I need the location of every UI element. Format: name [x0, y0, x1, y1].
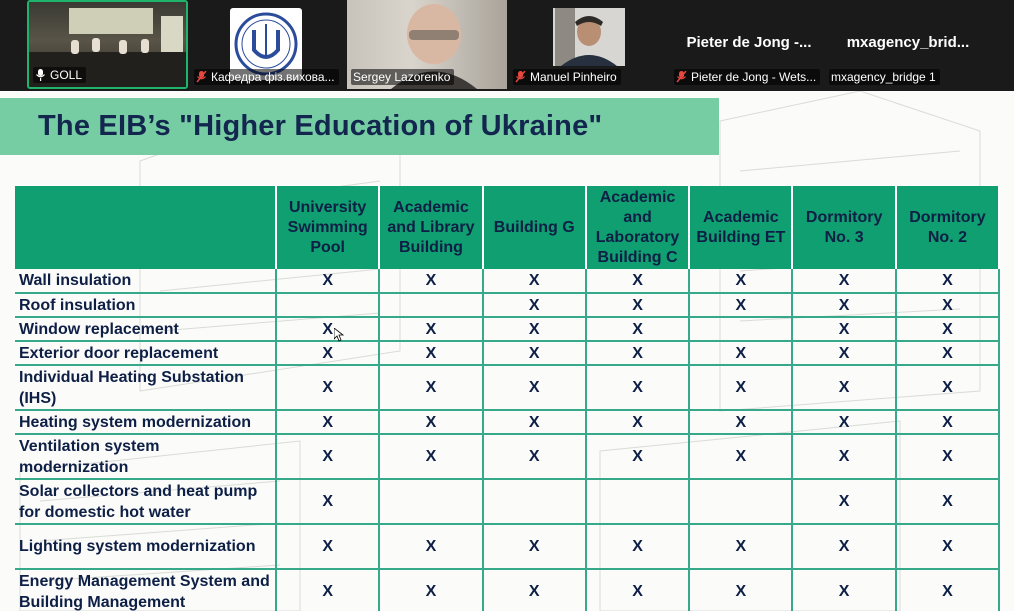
table-cell: X [483, 269, 586, 293]
table-cell [379, 293, 482, 317]
table-cell: X [792, 569, 895, 611]
participant-caption [33, 67, 86, 83]
table-cell: X [276, 524, 379, 569]
table-cell: X [792, 434, 895, 479]
table-cell: X [586, 341, 689, 365]
table-cell: X [483, 569, 586, 611]
table-cell: X [689, 524, 792, 569]
table-cell: X [483, 317, 586, 341]
participant-name: Кафедра фіз.вихова... [211, 70, 335, 84]
microphone-icon [35, 69, 46, 81]
table-cell: X [379, 524, 482, 569]
table-cell: X [586, 293, 689, 317]
participant-tile-mxagency-bridge[interactable] [829, 0, 987, 89]
table-cell: X [792, 317, 895, 341]
table-cell: X [276, 569, 379, 611]
table-cell [483, 479, 586, 524]
table-cell: X [379, 410, 482, 434]
table-header-row [15, 186, 999, 269]
row-label: Energy Management System and Building Management [15, 569, 276, 611]
participant-caption [829, 69, 940, 85]
table-row [15, 479, 999, 524]
table-cell: X [896, 317, 999, 341]
table-cell: X [792, 410, 895, 434]
table-cell: X [483, 365, 586, 410]
table-cell: X [379, 434, 482, 479]
slide-title-band [0, 98, 719, 155]
table-cell: X [689, 434, 792, 479]
table-cell: X [276, 317, 379, 341]
participant-tile-goll[interactable] [27, 0, 188, 89]
table-header-corner [15, 186, 276, 269]
table-cell: X [689, 410, 792, 434]
table-row [15, 410, 999, 434]
row-label: Exterior door replacement [15, 341, 276, 365]
table-cell: X [689, 293, 792, 317]
table-cell: X [586, 317, 689, 341]
table-cell: X [896, 293, 999, 317]
participant-tile-pieter-de-jong[interactable] [670, 0, 828, 89]
table-cell: X [379, 317, 482, 341]
table-cell: X [379, 365, 482, 410]
participant-display-name: Pieter de Jong -... [686, 34, 812, 51]
table-cell: X [896, 365, 999, 410]
column-header: Building G [483, 186, 586, 269]
table-cell: X [792, 479, 895, 524]
table-cell: X [896, 434, 999, 479]
table-cell [379, 479, 482, 524]
table-cell: X [483, 293, 586, 317]
muted-microphone-icon [196, 71, 207, 83]
table-cell: X [483, 341, 586, 365]
row-label: Wall insulation [15, 269, 276, 293]
table-row [15, 341, 999, 365]
table-cell: X [792, 365, 895, 410]
row-label: Heating system modernization [15, 410, 276, 434]
row-label: Ventilation system modernization [15, 434, 276, 479]
table-cell: X [896, 410, 999, 434]
table-row [15, 317, 999, 341]
table-row [15, 293, 999, 317]
table-row [15, 269, 999, 293]
column-header: Academic and Laboratory Building C [586, 186, 689, 269]
table-row [15, 365, 999, 410]
participant-tile-manuel-pinheiro[interactable] [509, 0, 669, 89]
table-cell [689, 317, 792, 341]
table-cell: X [792, 269, 895, 293]
table-cell: X [483, 524, 586, 569]
table-cell: X [792, 524, 895, 569]
table-cell [689, 479, 792, 524]
participant-name: GOLL [50, 68, 83, 82]
column-header: Dormitory No. 3 [792, 186, 895, 269]
shared-presentation-slide [0, 91, 1014, 611]
table-cell: X [276, 479, 379, 524]
participant-video [553, 8, 625, 66]
row-label: Roof insulation [15, 293, 276, 317]
participant-caption [513, 69, 621, 85]
row-label: Window replacement [15, 317, 276, 341]
participant-name: Manuel Pinheiro [530, 70, 617, 84]
table-cell: X [483, 410, 586, 434]
participant-name: Sergey Lazorenko [353, 70, 451, 84]
table-cell: X [276, 434, 379, 479]
column-header: Dormitory No. 2 [896, 186, 999, 269]
table-cell: X [586, 410, 689, 434]
table-cell: X [896, 524, 999, 569]
table-cell: X [276, 410, 379, 434]
table-cell: X [276, 341, 379, 365]
participant-display-name: mxagency_brid... [846, 34, 970, 51]
table-cell: X [792, 293, 895, 317]
table-cell [586, 479, 689, 524]
participant-caption [194, 69, 339, 85]
participant-video-strip [0, 0, 1014, 91]
column-header: University Swimming Pool [276, 186, 379, 269]
participant-name: Pieter de Jong - Wets... [691, 70, 817, 84]
table-cell: X [276, 365, 379, 410]
table-cell: X [586, 434, 689, 479]
table-cell: X [896, 569, 999, 611]
table-cell: X [689, 569, 792, 611]
table-cell: X [483, 434, 586, 479]
table-cell: X [896, 479, 999, 524]
column-header: Academic and Library Building [379, 186, 482, 269]
table-row [15, 524, 999, 569]
participant-caption [351, 69, 454, 85]
table-cell: X [276, 269, 379, 293]
table-cell: X [379, 269, 482, 293]
row-label: Solar collectors and heat pump for domestic hot water [15, 479, 276, 524]
participant-tile-sergey-lazorenko[interactable] [347, 0, 507, 89]
table-cell [276, 293, 379, 317]
table-cell: X [586, 569, 689, 611]
table-cell: X [896, 341, 999, 365]
table-cell: X [586, 269, 689, 293]
measures-table [15, 186, 1000, 611]
column-header: Academic Building ET [689, 186, 792, 269]
table-cell: X [792, 341, 895, 365]
table-cell: X [379, 341, 482, 365]
table-row [15, 569, 999, 611]
participant-name: mxagency_bridge 1 [831, 70, 936, 84]
table-cell: X [379, 569, 482, 611]
row-label: Individual Heating Substation (IHS) [15, 365, 276, 410]
table-row [15, 434, 999, 479]
participant-caption [674, 69, 820, 85]
participant-tile-department[interactable] [190, 0, 346, 89]
row-label: Lighting system modernization [15, 524, 276, 569]
muted-microphone-icon [676, 71, 687, 83]
mouse-pointer-icon [334, 328, 344, 342]
table-cell: X [586, 365, 689, 410]
table-cell: X [689, 365, 792, 410]
table-cell: X [689, 341, 792, 365]
table-cell: X [896, 269, 999, 293]
muted-microphone-icon [515, 71, 526, 83]
table-cell: X [586, 524, 689, 569]
slide-title: The EIB’s "Higher Education of Ukraine" [38, 110, 603, 142]
table-cell: X [689, 269, 792, 293]
